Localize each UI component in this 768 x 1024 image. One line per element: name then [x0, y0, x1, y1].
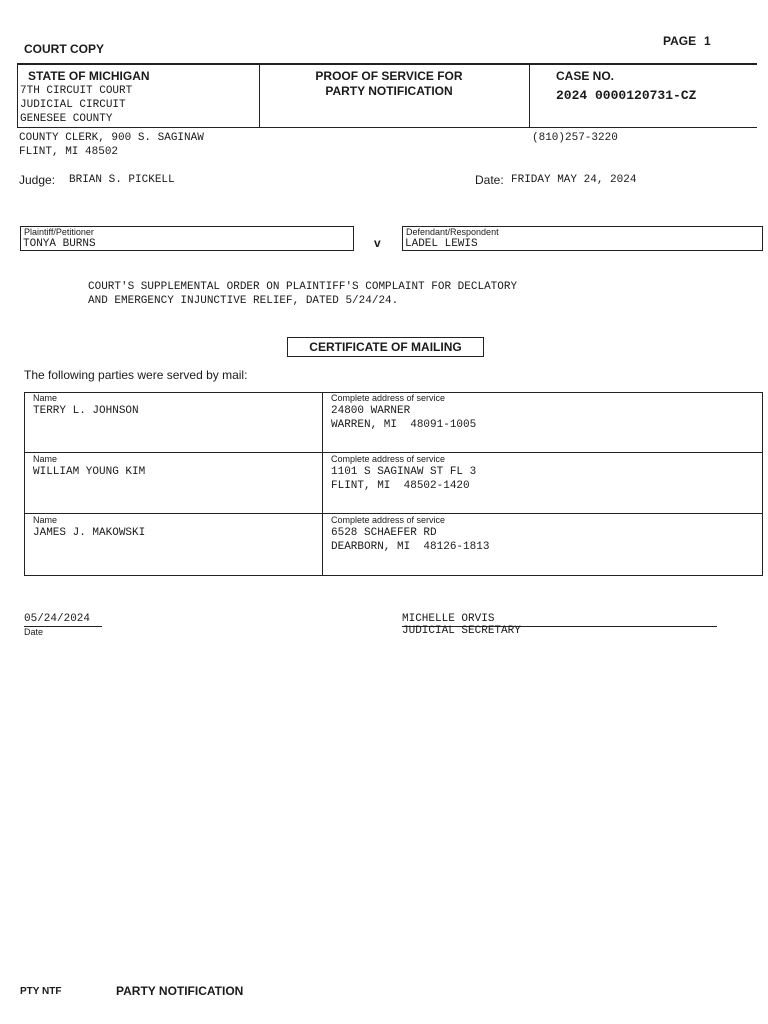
served-name: JAMES J. MAKOWSKI: [33, 527, 146, 539]
served-address-label: Complete address of service: [331, 454, 446, 464]
page-number: 1: [704, 34, 711, 48]
served-address-line1: 24800 WARNER: [331, 405, 411, 417]
clerk-address-line2: FLINT, MI 48502: [19, 146, 119, 158]
court-county: GENESEE COUNTY: [20, 113, 113, 125]
served-address-line2: FLINT, MI 48502-1420: [331, 480, 470, 492]
footer-title: PARTY NOTIFICATION: [116, 984, 244, 998]
order-text-line1: COURT'S SUPPLEMENTAL ORDER ON PLAINTIFF'S COMPLAINT FOR DECLATORY: [88, 281, 518, 293]
footer-code: PTY NTF: [20, 986, 62, 997]
header-divider-2: [529, 63, 530, 128]
court-circuit: JUDICIAL CIRCUIT: [20, 99, 126, 111]
date-label: Date:: [475, 173, 504, 187]
served-intro: The following parties were served by mail:: [24, 368, 248, 382]
page-label: PAGE: [663, 34, 697, 48]
served-table-divider: [322, 392, 323, 576]
versus-label: v: [374, 236, 381, 250]
served-row-rule-1: [24, 452, 763, 453]
served-address-line1: 1101 S SAGINAW ST FL 3: [331, 466, 477, 478]
defendant-name: LADEL LEWIS: [405, 238, 478, 250]
plaintiff-name: TONYA BURNS: [23, 238, 96, 250]
served-address-line2: DEARBORN, MI 48126-1813: [331, 541, 490, 553]
case-number-label: CASE NO.: [556, 69, 615, 83]
case-number: 2024 0000120731-CZ: [556, 88, 697, 103]
clerk-phone: (810)257-3220: [532, 132, 618, 144]
served-name: WILLIAM YOUNG KIM: [33, 466, 146, 478]
order-text-line2: AND EMERGENCY INJUNCTIVE RELIEF, DATED 5/24/24.: [88, 295, 399, 307]
served-address-line2: WARREN, MI 48091-1005: [331, 419, 477, 431]
signer-title: JUDICIAL SECRETARY: [402, 625, 521, 637]
judge-name: BRIAN S. PICKELL: [69, 174, 175, 186]
form-title-line1: PROOF OF SERVICE FOR: [315, 69, 463, 83]
clerk-address-line1: COUNTY CLERK, 900 S. SAGINAW: [19, 132, 204, 144]
served-name-label: Name: [33, 454, 58, 464]
form-title-line2: PARTY NOTIFICATION: [325, 84, 453, 98]
defendant-box: [402, 226, 763, 251]
plaintiff-box: [20, 226, 354, 251]
served-address-label: Complete address of service: [331, 393, 446, 403]
signature-date-label: Date: [24, 627, 44, 637]
header-bottom-rule: [17, 127, 757, 128]
defendant-label: Defendant/Respondent: [406, 227, 499, 237]
court-copy-label: COURT COPY: [24, 42, 105, 56]
court-name: 7TH CIRCUIT COURT: [20, 85, 133, 97]
state-name: STATE OF MICHIGAN: [28, 69, 150, 83]
served-name: TERRY L. JOHNSON: [33, 405, 139, 417]
header-top-rule: [17, 63, 757, 65]
served-name-label: Name: [33, 393, 58, 403]
served-row-rule-2: [24, 513, 763, 514]
plaintiff-label: Plaintiff/Petitioner: [24, 227, 94, 237]
served-address-line1: 6528 SCHAEFER RD: [331, 527, 437, 539]
date-value: FRIDAY MAY 24, 2024: [511, 174, 637, 186]
signer-name: MICHELLE ORVIS: [402, 613, 495, 625]
header-left-rule: [17, 63, 18, 128]
certificate-title: CERTIFICATE OF MAILING: [287, 337, 484, 357]
served-name-label: Name: [33, 515, 58, 525]
signature-date: 05/24/2024: [24, 613, 91, 625]
served-address-label: Complete address of service: [331, 515, 446, 525]
judge-label: Judge:: [19, 173, 56, 187]
